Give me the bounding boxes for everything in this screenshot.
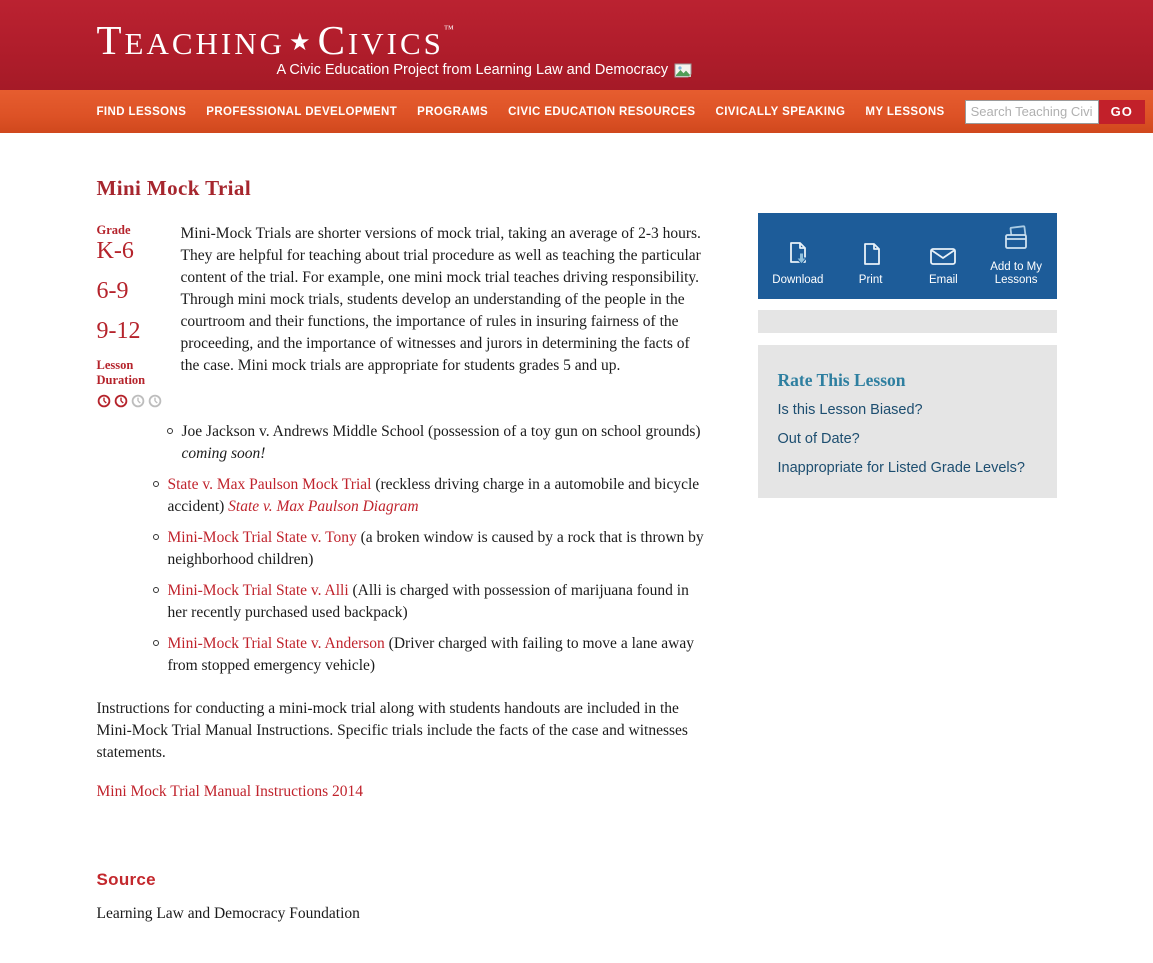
lesson-actions-panel [758,213,1057,299]
list-bullet [153,640,159,646]
action-label: Add to My Lessons [990,261,1043,286]
list-bullet [153,587,159,593]
case-link-max-paulson-diagram[interactable]: State v. Max Paulson Diagram [228,498,419,515]
nav-item-my-lessons[interactable]: MY LESSONS [865,105,945,118]
list-item [153,580,711,624]
list-bullet [167,428,173,434]
list-bullet [153,481,159,487]
instructions-paragraph: Instructions for conducting a mini-mock trial along with students handouts are included in the Mini-Mock Trial Manual Instructions. Specific trials include the facts of the case and witnesses statements. [96,700,688,761]
page-title: Mini Mock Trial [96,176,252,200]
case-text: (a broken window is caused by a rock that is thrown by neighborhood children) [167,529,704,568]
rate-this-lesson-heading: Rate This Lesson [777,370,906,390]
site-tagline: A Civic Education Project from Learning Law and Democracy [276,62,669,78]
sidebar-spacer-bar [758,310,1057,333]
action-label: Print [858,274,883,286]
download-icon [783,240,813,270]
coming-soon-note: coming soon! [181,445,266,462]
case-list [97,421,711,677]
nav-item-civically-speaking[interactable]: CIVICALLY SPEAKING [715,105,846,118]
broken-image-icon [674,63,692,78]
grade-panel [97,223,181,408]
lesson-duration-label: Lesson Duration [96,358,146,387]
source-heading: Source [96,870,156,889]
logo-text: EACHING [124,26,286,61]
clock-icon [148,394,162,408]
lesson-content [97,133,711,963]
email-button[interactable] [907,240,980,287]
rate-link-inappropriate-grades[interactable]: Inappropriate for Listed Grade Levels? [777,460,1025,476]
main-nav [0,90,1153,133]
print-button[interactable] [834,240,907,287]
manual-instructions-link[interactable]: Mini Mock Trial Manual Instructions 2014 [96,783,364,800]
logo-text: IVICS [347,26,444,61]
nav-item-professional-development[interactable]: PROFESSIONAL DEVELOPMENT [206,105,398,118]
list-item [153,527,711,571]
action-label: Download [772,274,824,286]
rate-link-out-of-date[interactable]: Out of Date? [777,431,860,447]
list-bullet [153,534,159,540]
case-link-max-paulson[interactable]: State v. Max Paulson Mock Trial [167,476,372,493]
rate-link-biased[interactable]: Is this Lesson Biased? [777,402,923,418]
lesson-intro-paragraph: Mini-Mock Trials are shorter versions of mock trial, taking an average of 2-3 hours. They are helpful for teaching about trial procedure as well as teaching the particular content of the trial. For example, one mini mock trial teaches driving responsibility. Through mini mock trials, students develop an understanding of the people in the courtroom and their functions, the importance of rules in insuring fairness of the proceeding, and the importance of witnesses and jurors in determining the facts of the case. Mini mock trials are appropriate for students grades 5 and up. [180,225,701,374]
list-item [167,421,711,465]
case-text: Joe Jackson v. Andrews Middle School (possession of a toy gun on school grounds) [181,423,701,440]
star-icon: ★ [289,30,314,56]
list-item [153,633,711,677]
clock-icon [97,394,111,408]
list-item [153,474,711,518]
action-label: Email [928,274,958,286]
clock-icon [131,394,145,408]
add-to-my-lessons-icon [998,225,1034,257]
case-text: (Alli is charged with possession of marijuana found in her recently purchased used backpack) [167,582,689,621]
source-text: Learning Law and Democracy Foundation [96,905,360,922]
case-text: (reckless driving charge in a automobile and bicycle accident) [167,476,700,515]
case-link-state-v-anderson[interactable]: Mini-Mock Trial State v. Anderson [167,635,385,652]
clock-icon [114,394,128,408]
nav-item-civic-education-resources[interactable]: CIVIC EDUCATION RESOURCES [508,105,696,118]
nav-item-programs[interactable]: PROGRAMS [417,105,489,118]
search-form [965,100,1145,124]
grade-label: Grade [96,223,131,237]
search-input[interactable] [965,100,1099,124]
print-icon [856,240,886,270]
trademark-symbol: ™ [443,24,454,35]
site-logo[interactable] [96,17,454,63]
nav-item-find-lessons[interactable]: FIND LESSONS [96,105,187,118]
case-text: (Driver charged with failing to move a lane away from stopped emergency vehicle) [167,635,694,674]
lesson-duration-clocks [97,394,181,408]
logo-text: C [317,17,348,63]
add-to-my-lessons-button[interactable] [980,225,1053,287]
case-link-state-v-alli[interactable]: Mini-Mock Trial State v. Alli [167,582,349,599]
lesson-sidebar [758,213,1057,498]
email-icon [927,240,959,270]
search-go-button[interactable]: GO [1099,100,1145,124]
download-button[interactable] [762,240,835,287]
case-link-state-v-tony[interactable]: Mini-Mock Trial State v. Tony [167,529,357,546]
grade-9-12: 9-12 [96,318,141,344]
logo-text: T [96,17,125,63]
grade-6-9: 6-9 [96,278,129,304]
site-header [0,0,1153,90]
grade-k-6: K-6 [96,238,134,264]
rate-this-lesson-panel [758,345,1057,498]
